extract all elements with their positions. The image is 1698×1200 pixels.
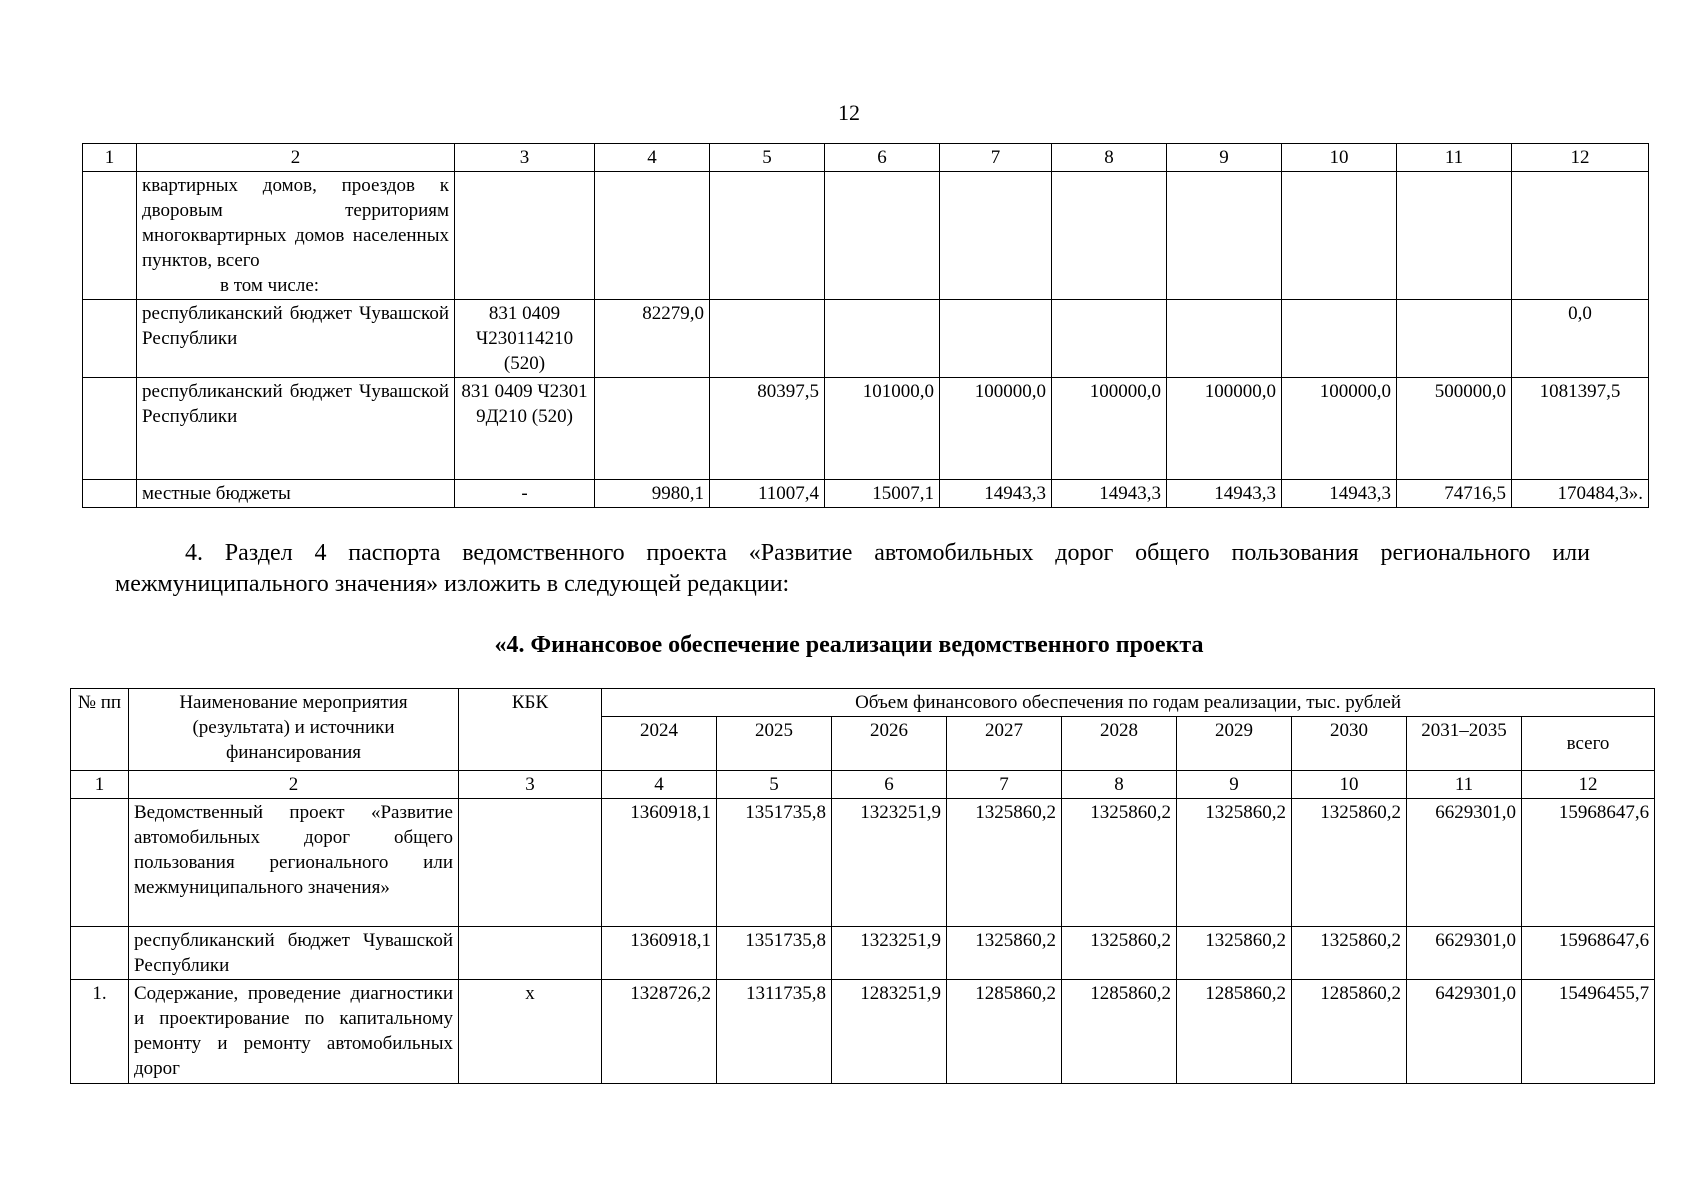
value-cell xyxy=(1052,300,1167,378)
value-cell: 14943,3 xyxy=(1282,480,1397,508)
kbk-cell: 831 0409 Ч230114210 (520) xyxy=(455,300,595,378)
value-cell: 1325860,2 xyxy=(1177,799,1292,927)
header-cell: 6 xyxy=(825,144,940,172)
table1-header-row xyxy=(83,144,1649,172)
value-cell: 14943,3 xyxy=(940,480,1052,508)
index-cell: 10 xyxy=(1292,771,1407,799)
value-cell: 170484,3». xyxy=(1512,480,1649,508)
value-cell: 15968647,6 xyxy=(1522,799,1655,927)
value-cell: 1325860,2 xyxy=(1062,927,1177,980)
kbk-cell xyxy=(459,927,602,980)
table-row xyxy=(71,799,1655,927)
value-cell: 1360918,1 xyxy=(602,927,717,980)
value-cell xyxy=(595,378,710,480)
table-row xyxy=(83,378,1649,480)
value-cell: 1360918,1 xyxy=(602,799,717,927)
table-cell xyxy=(1167,172,1282,300)
row-name-cell: республиканский бюджет Чувашской Республики xyxy=(137,300,455,378)
value-cell: 1311735,8 xyxy=(717,980,832,1084)
table-cell xyxy=(455,172,595,300)
value-cell: 6629301,0 xyxy=(1407,799,1522,927)
table-cell xyxy=(1282,172,1397,300)
header-volume: Объем финансового обеспечения по годам реализации, тыс. рублей xyxy=(602,689,1655,717)
row-name: квартирных домов, проездов к дворовым территориям многоквартирных домов населенных пунктов, всего xyxy=(142,175,449,271)
value-cell: 1285860,2 xyxy=(1062,980,1177,1084)
row-name-cell: Ведомственный проект «Развитие автомобильных дорог общего пользования регионального или межмуниципального значения» xyxy=(129,799,459,927)
index-cell: 12 xyxy=(1522,771,1655,799)
header-cell: 8 xyxy=(1052,144,1167,172)
index-cell: 6 xyxy=(832,771,947,799)
header-cell: 4 xyxy=(595,144,710,172)
row-name-cell xyxy=(137,172,455,300)
value-cell: 6429301,0 xyxy=(1407,980,1522,1084)
table-cell xyxy=(940,172,1052,300)
header-num: № пп xyxy=(71,689,129,771)
year-cell: 2028 xyxy=(1062,717,1177,771)
table-cell xyxy=(1512,172,1649,300)
index-cell: 11 xyxy=(1407,771,1522,799)
value-cell: 1285860,2 xyxy=(1177,980,1292,1084)
value-cell: 0,0 xyxy=(1512,300,1649,378)
table-cell xyxy=(1397,172,1512,300)
value-cell: 1283251,9 xyxy=(832,980,947,1084)
value-cell: 9980,1 xyxy=(595,480,710,508)
index-cell: 2 xyxy=(129,771,459,799)
value-cell: 1325860,2 xyxy=(1177,927,1292,980)
table-row xyxy=(71,927,1655,980)
table2-index-row xyxy=(71,771,1655,799)
value-cell: 100000,0 xyxy=(1052,378,1167,480)
value-cell: 15496455,7 xyxy=(1522,980,1655,1084)
value-cell: 1323251,9 xyxy=(832,799,947,927)
amendment-paragraph: 4. Раздел 4 паспорта ведомственного проекта «Развитие автомобильных дорог общего пользования регионального или межмуниципального значения» изложить в следующей редакции: xyxy=(115,540,1590,597)
value-cell: 1325860,2 xyxy=(1062,799,1177,927)
funding-table-continuation xyxy=(82,143,1649,508)
table-cell xyxy=(1052,172,1167,300)
value-cell: 100000,0 xyxy=(940,378,1052,480)
value-cell: 1323251,9 xyxy=(832,927,947,980)
table-cell xyxy=(710,172,825,300)
row-num: 1. xyxy=(71,980,129,1084)
year-cell: 2029 xyxy=(1177,717,1292,771)
header-cell: 12 xyxy=(1512,144,1649,172)
index-cell: 7 xyxy=(947,771,1062,799)
index-cell: 9 xyxy=(1177,771,1292,799)
section-title: «4. Финансовое обеспечение реализации ведомственного проекта xyxy=(494,632,1204,658)
row-subtitle: в том числе: xyxy=(220,275,320,296)
value-cell: 1285860,2 xyxy=(947,980,1062,1084)
value-cell: 1351735,8 xyxy=(717,799,832,927)
header-cell: 9 xyxy=(1167,144,1282,172)
header-cell: 11 xyxy=(1397,144,1512,172)
header-name: Наименование мероприятия (результата) и источники финансирования xyxy=(129,689,459,771)
value-cell xyxy=(1397,300,1512,378)
index-cell: 5 xyxy=(717,771,832,799)
value-cell: 1325860,2 xyxy=(947,799,1062,927)
value-cell: 1325860,2 xyxy=(947,927,1062,980)
funding-table xyxy=(70,688,1655,1084)
value-cell: 1351735,8 xyxy=(717,927,832,980)
year-cell: 2031–2035 xyxy=(1407,717,1522,771)
header-kbk: КБК xyxy=(459,689,602,771)
kbk-cell: - xyxy=(455,480,595,508)
index-cell: 3 xyxy=(459,771,602,799)
header-cell: 7 xyxy=(940,144,1052,172)
row-name-cell: местные бюджеты xyxy=(137,480,455,508)
row-num xyxy=(71,927,129,980)
table2-header-row xyxy=(71,689,1655,717)
value-cell: 80397,5 xyxy=(710,378,825,480)
row-name-cell: республиканский бюджет Чувашской Республики xyxy=(137,378,455,480)
header-cell: 5 xyxy=(710,144,825,172)
value-cell: 15007,1 xyxy=(825,480,940,508)
table-row xyxy=(83,480,1649,508)
value-cell: 500000,0 xyxy=(1397,378,1512,480)
value-cell: 1325860,2 xyxy=(1292,927,1407,980)
row-name-cell: республиканский бюджет Чувашской Республики xyxy=(129,927,459,980)
page-number: 12 xyxy=(838,100,860,125)
value-cell: 14943,3 xyxy=(1167,480,1282,508)
year-cell: 2027 xyxy=(947,717,1062,771)
table-cell xyxy=(83,172,137,300)
value-cell: 1285860,2 xyxy=(1292,980,1407,1084)
table-row xyxy=(83,300,1649,378)
value-cell xyxy=(1282,300,1397,378)
table-row xyxy=(71,980,1655,1084)
value-cell: 74716,5 xyxy=(1397,480,1512,508)
header-cell: 1 xyxy=(83,144,137,172)
index-cell: 4 xyxy=(602,771,717,799)
year-cell: 2026 xyxy=(832,717,947,771)
header-cell: 10 xyxy=(1282,144,1397,172)
header-cell: 3 xyxy=(455,144,595,172)
value-cell xyxy=(825,300,940,378)
table-cell xyxy=(595,172,710,300)
kbk-cell: 831 0409 Ч23019Д210 (520) xyxy=(455,378,595,480)
value-cell: 11007,4 xyxy=(710,480,825,508)
value-cell: 1081397,5 xyxy=(1512,378,1649,480)
value-cell: 1328726,2 xyxy=(602,980,717,1084)
index-cell: 8 xyxy=(1062,771,1177,799)
table-cell xyxy=(83,480,137,508)
year-cell: всего xyxy=(1522,717,1655,771)
row-name-cell: Содержание, проведение диагностики и проектирование по капитальному ремонту и ремонту автомобильных дорог xyxy=(129,980,459,1084)
value-cell xyxy=(940,300,1052,378)
year-cell: 2030 xyxy=(1292,717,1407,771)
header-cell: 2 xyxy=(137,144,455,172)
value-cell: 82279,0 xyxy=(595,300,710,378)
table-cell xyxy=(825,172,940,300)
value-cell: 15968647,6 xyxy=(1522,927,1655,980)
value-cell: 1325860,2 xyxy=(1292,799,1407,927)
value-cell xyxy=(1167,300,1282,378)
table-row xyxy=(83,172,1649,300)
value-cell: 101000,0 xyxy=(825,378,940,480)
value-cell: 6629301,0 xyxy=(1407,927,1522,980)
table-cell xyxy=(83,378,137,480)
kbk-cell: х xyxy=(459,980,602,1084)
year-cell: 2025 xyxy=(717,717,832,771)
value-cell xyxy=(710,300,825,378)
value-cell: 100000,0 xyxy=(1167,378,1282,480)
year-cell: 2024 xyxy=(602,717,717,771)
value-cell: 100000,0 xyxy=(1282,378,1397,480)
table-cell xyxy=(83,300,137,378)
row-num xyxy=(71,799,129,927)
index-cell: 1 xyxy=(71,771,129,799)
kbk-cell xyxy=(459,799,602,927)
value-cell: 14943,3 xyxy=(1052,480,1167,508)
